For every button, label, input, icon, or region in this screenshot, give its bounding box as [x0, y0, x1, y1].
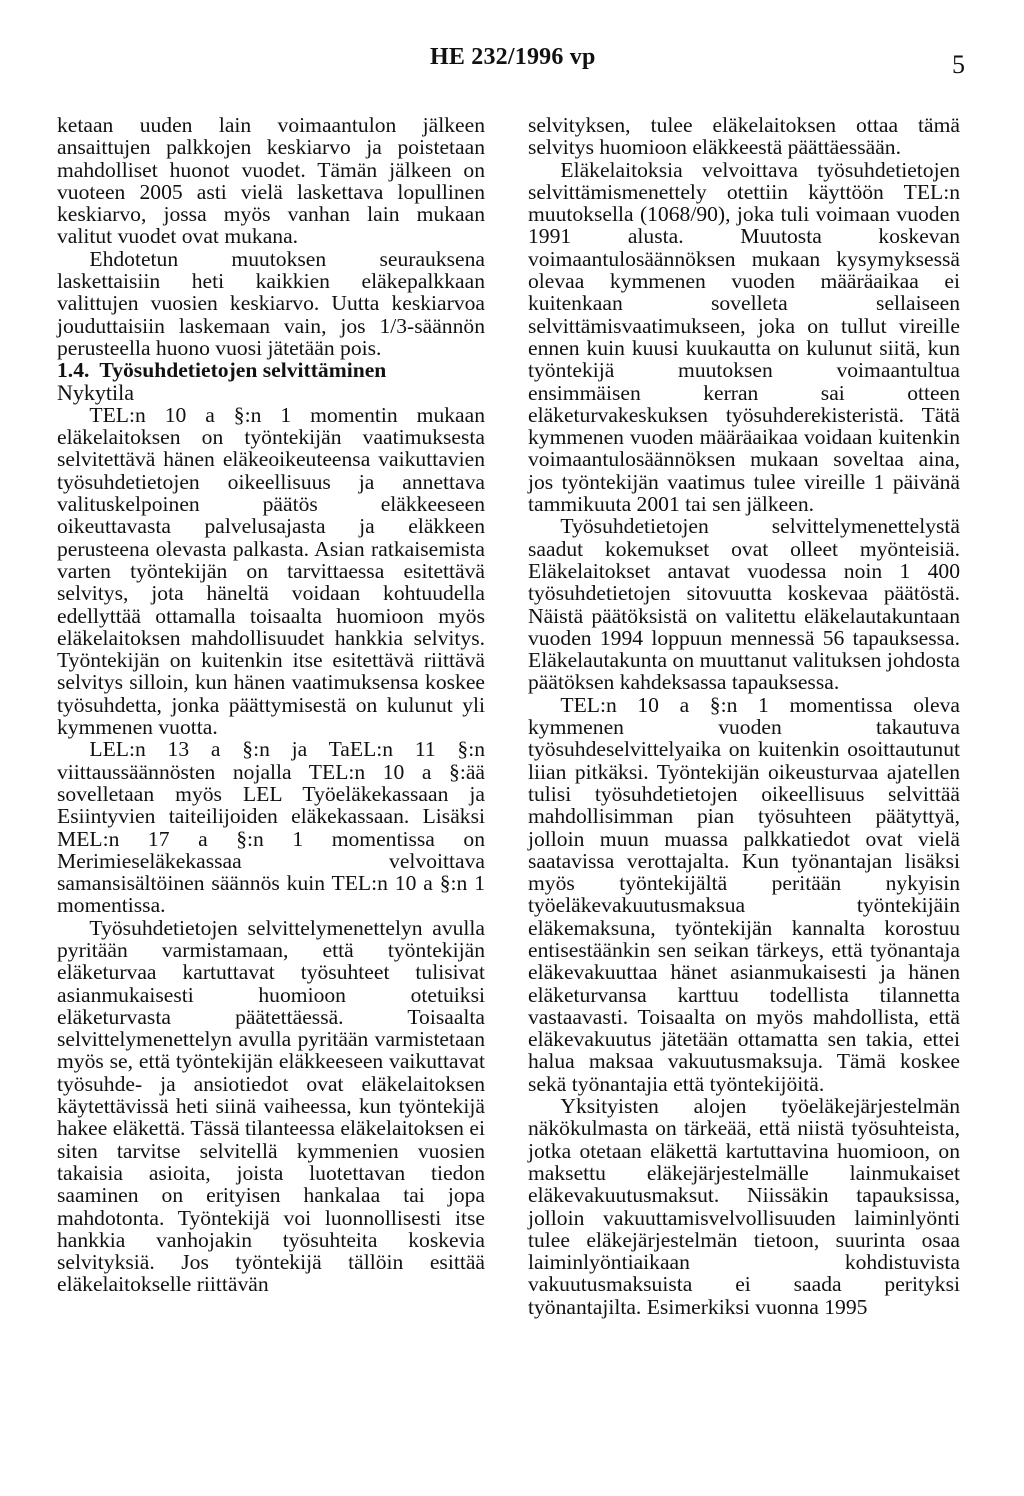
paragraph: Yksityisten alojen työeläkejärjestelmän näkökulmasta on tärkeää, että niistä työsuhteista, jotka otetaan eläkettä kartuttavina huomioon, on maksettu eläkejärjestelmälle lainmukaiset eläkevakuutusmaksut. Niissäkin tapauksissa, jolloin vakuuttamisvelvollisuuden laiminlyönti tulee eläkejärjestelmän tietoon, suurinta osaa laiminlyöntiaikaan kohdistuvista vakuutusmaksuista ei saada perityksi työnantajilta. Esimerkiksi vuonna 1995: [528, 1094, 960, 1319]
paragraph: TEL:n 10 a §:n 1 momentin mukaan eläkelaitoksen on työntekijän vaatimuksesta selvitettävä hänen eläkeoikeuteensa vaikuttavien työsuhdetietojen oikeellisuus ja annettava valituskelpoinen päätös eläkkeeseen oikeuttavasta palvelusajasta ja eläkkeen perusteena olevasta palkasta. Asian ratkaisemista varten työntekijän on tarvittaessa esitettävä selvitys, jota häneltä voidaan kohtuudella edellyttää ottamalla toisaalta huomioon myös eläkelaitoksen mahdollisuudet hankkia selvitys. Työntekijän on kuitenkin itse esitettävä riittävä selvitys silloin, kun hänen vaatimuksensa koskee työsuhdetta, jonka päättymisestä on kulunut yli kymmenen vuotta.: [57, 402, 485, 740]
paragraph: Työsuhdetietojen selvittelymenettelystä saadut kokemukset ovat olleet myönteisiä. Eläkelaitokset antavat vuodessa noin 1 400 työsuhdetietojen sitovuutta koskevaa päätöstä. Näistä päätöksistä on valitettu eläkelautakuntaan vuoden 1994 loppuun mennessä 56 tapauksessa. Eläkelautakunta on muuttanut valituksen johdosta päätöksen kahdeksassa tapauksessa.: [528, 514, 960, 695]
paragraph: Ehdotetun muutoksen seurauksena laskettaisiin heti kaikkien eläkepalkkaan valittujen vuosien keskiarvo. Uutta keskiarvoa jouduttaisiin laskemaan vain, jos 1/3-säännön perusteella huono vuosi jätetään pois.: [57, 246, 485, 360]
right-column: [528, 114, 960, 1318]
section-number: 1.4.: [57, 358, 90, 383]
paragraph: LEL:n 13 a §:n ja TaEL:n 11 §:n viittaussäännösten nojalla TEL:n 10 a §:ää sovelletaan myös LEL Työeläkekassaan ja Esiintyvien taiteilijoiden eläkekassaan. Lisäksi MEL:n 17 a §:n 1 momentissa on Merimieseläkekassaa velvoittava samansisältöinen säännös kuin TEL:n 10 a §:n 1 momentissa.: [57, 737, 485, 918]
left-column: [57, 114, 485, 1296]
section-title: Työsuhdetietojen selvittäminen: [99, 358, 387, 383]
page-header: [0, 44, 1024, 84]
section-heading: [57, 359, 485, 381]
paragraph: Työsuhdetietojen selvittelymenettelyn avulla pyritään varmistamaan, että työntekijän eläketurvaa kartuttavat työsuhteet tulisivat asianmukaisesti huomioon otetuiksi eläketurvasta päätettäessä. Toisaalta selvittelymenettelyn avulla pyritään varmistetaan myös se, että työntekijän eläkkeeseen vaikuttavat työsuhde- ja ansiotiedot ovat eläkelaitoksen käytettävissä heti siinä vaiheessa, kun työntekijä hakee eläkettä. Tässä tilanteessa eläkelaitoksen ei siten tarvitse selvitellä kymmenien vuosien takaisia asioita, joista luotettavan tiedon saaminen on erityisen hankalaa tai jopa mahdotonta. Työntekijä voi luonnollisesti itse hankkia vanhojakin työsuhteita koskevia selvityksiä. Jos työntekijä tällöin esittää eläkelaitokselle riittävän: [57, 915, 485, 1297]
paragraph: selvityksen, tulee eläkelaitoksen ottaa tämä selvitys huomioon eläkkeestä päättäessään.: [528, 113, 960, 160]
document-id: HE 232/1996 vp: [430, 44, 596, 70]
paragraph: Eläkelaitoksia velvoittava työsuhdetietojen selvittämismenettely otettiin käyttöön TEL:n muutoksella (1068/90), joka tuli voimaan vuoden 1991 alusta. Muutosta koskevan voimaantulosäännöksen mukaan kysymyksessä olevaa kymmenen vuoden määräaikaa ei kuitenkaan sovelleta sellaiseen selvittämisvaatimukseen, joka on tullut vireille ennen kuin kuusi kuukautta on kulunut siitä, kun työntekijä muutoksen voimaantultua ensimmäisen kerran sai otteen eläketurvakeskuksen työsuhderekisteristä. Tätä kymmenen vuoden määräaikaa voidaan kuitenkin voimaantulosäännöksen mukaan soveltaa aina, jos työntekijän vaatimus tulee vireille 1 päivänä tammikuuta 2001 tai sen jälkeen.: [528, 157, 960, 517]
paragraph: TEL:n 10 a §:n 1 momentissa oleva kymmenen vuoden takautuva työsuhdeselvittelyaika on kuitenkin osoittautunut liian pitkäksi. Työntekijän oikeusturvaa ajatellen tulisi työsuhdetietojen oikeellisuus selvittää mahdollisimman pian työsuhteen päätyttyä, jolloin muun muassa palkkatiedot ovat vielä saatavissa verottajalta. Kun työnantajan lisäksi myös työntekijältä peritään nykyisin työeläkevakuutusmaksua työntekijäin eläkemaksuna, työntekijän kannalta korostuu entisestäänkin sen seikan tärkeys, että työnantaja eläkevakuuttaa hänet asianmukaisesti ja hänen eläketurvansa karttuu todellista tilannetta vastaavasti. Toisaalta on myös mahdollista, että eläkevakuutus jätetään ottamatta sen takia, ettei halua maksaa vakuutusmaksuja. Tämä koskee sekä työnantajia että työntekijöitä.: [528, 692, 960, 1096]
paragraph: ketaan uuden lain voimaantulon jälkeen ansaittujen palkkojen keskiarvo ja poistetaan mahdolliset huonot vuodet. Tämän jälkeen on vuoteen 2005 asti vielä laskettava lopullinen keskiarvo, jossa myös vanhan lain mukaan valitut vuodet ovat mukana.: [57, 113, 485, 249]
page-number: 5: [952, 50, 965, 79]
subheading: Nykytila: [57, 379, 134, 405]
